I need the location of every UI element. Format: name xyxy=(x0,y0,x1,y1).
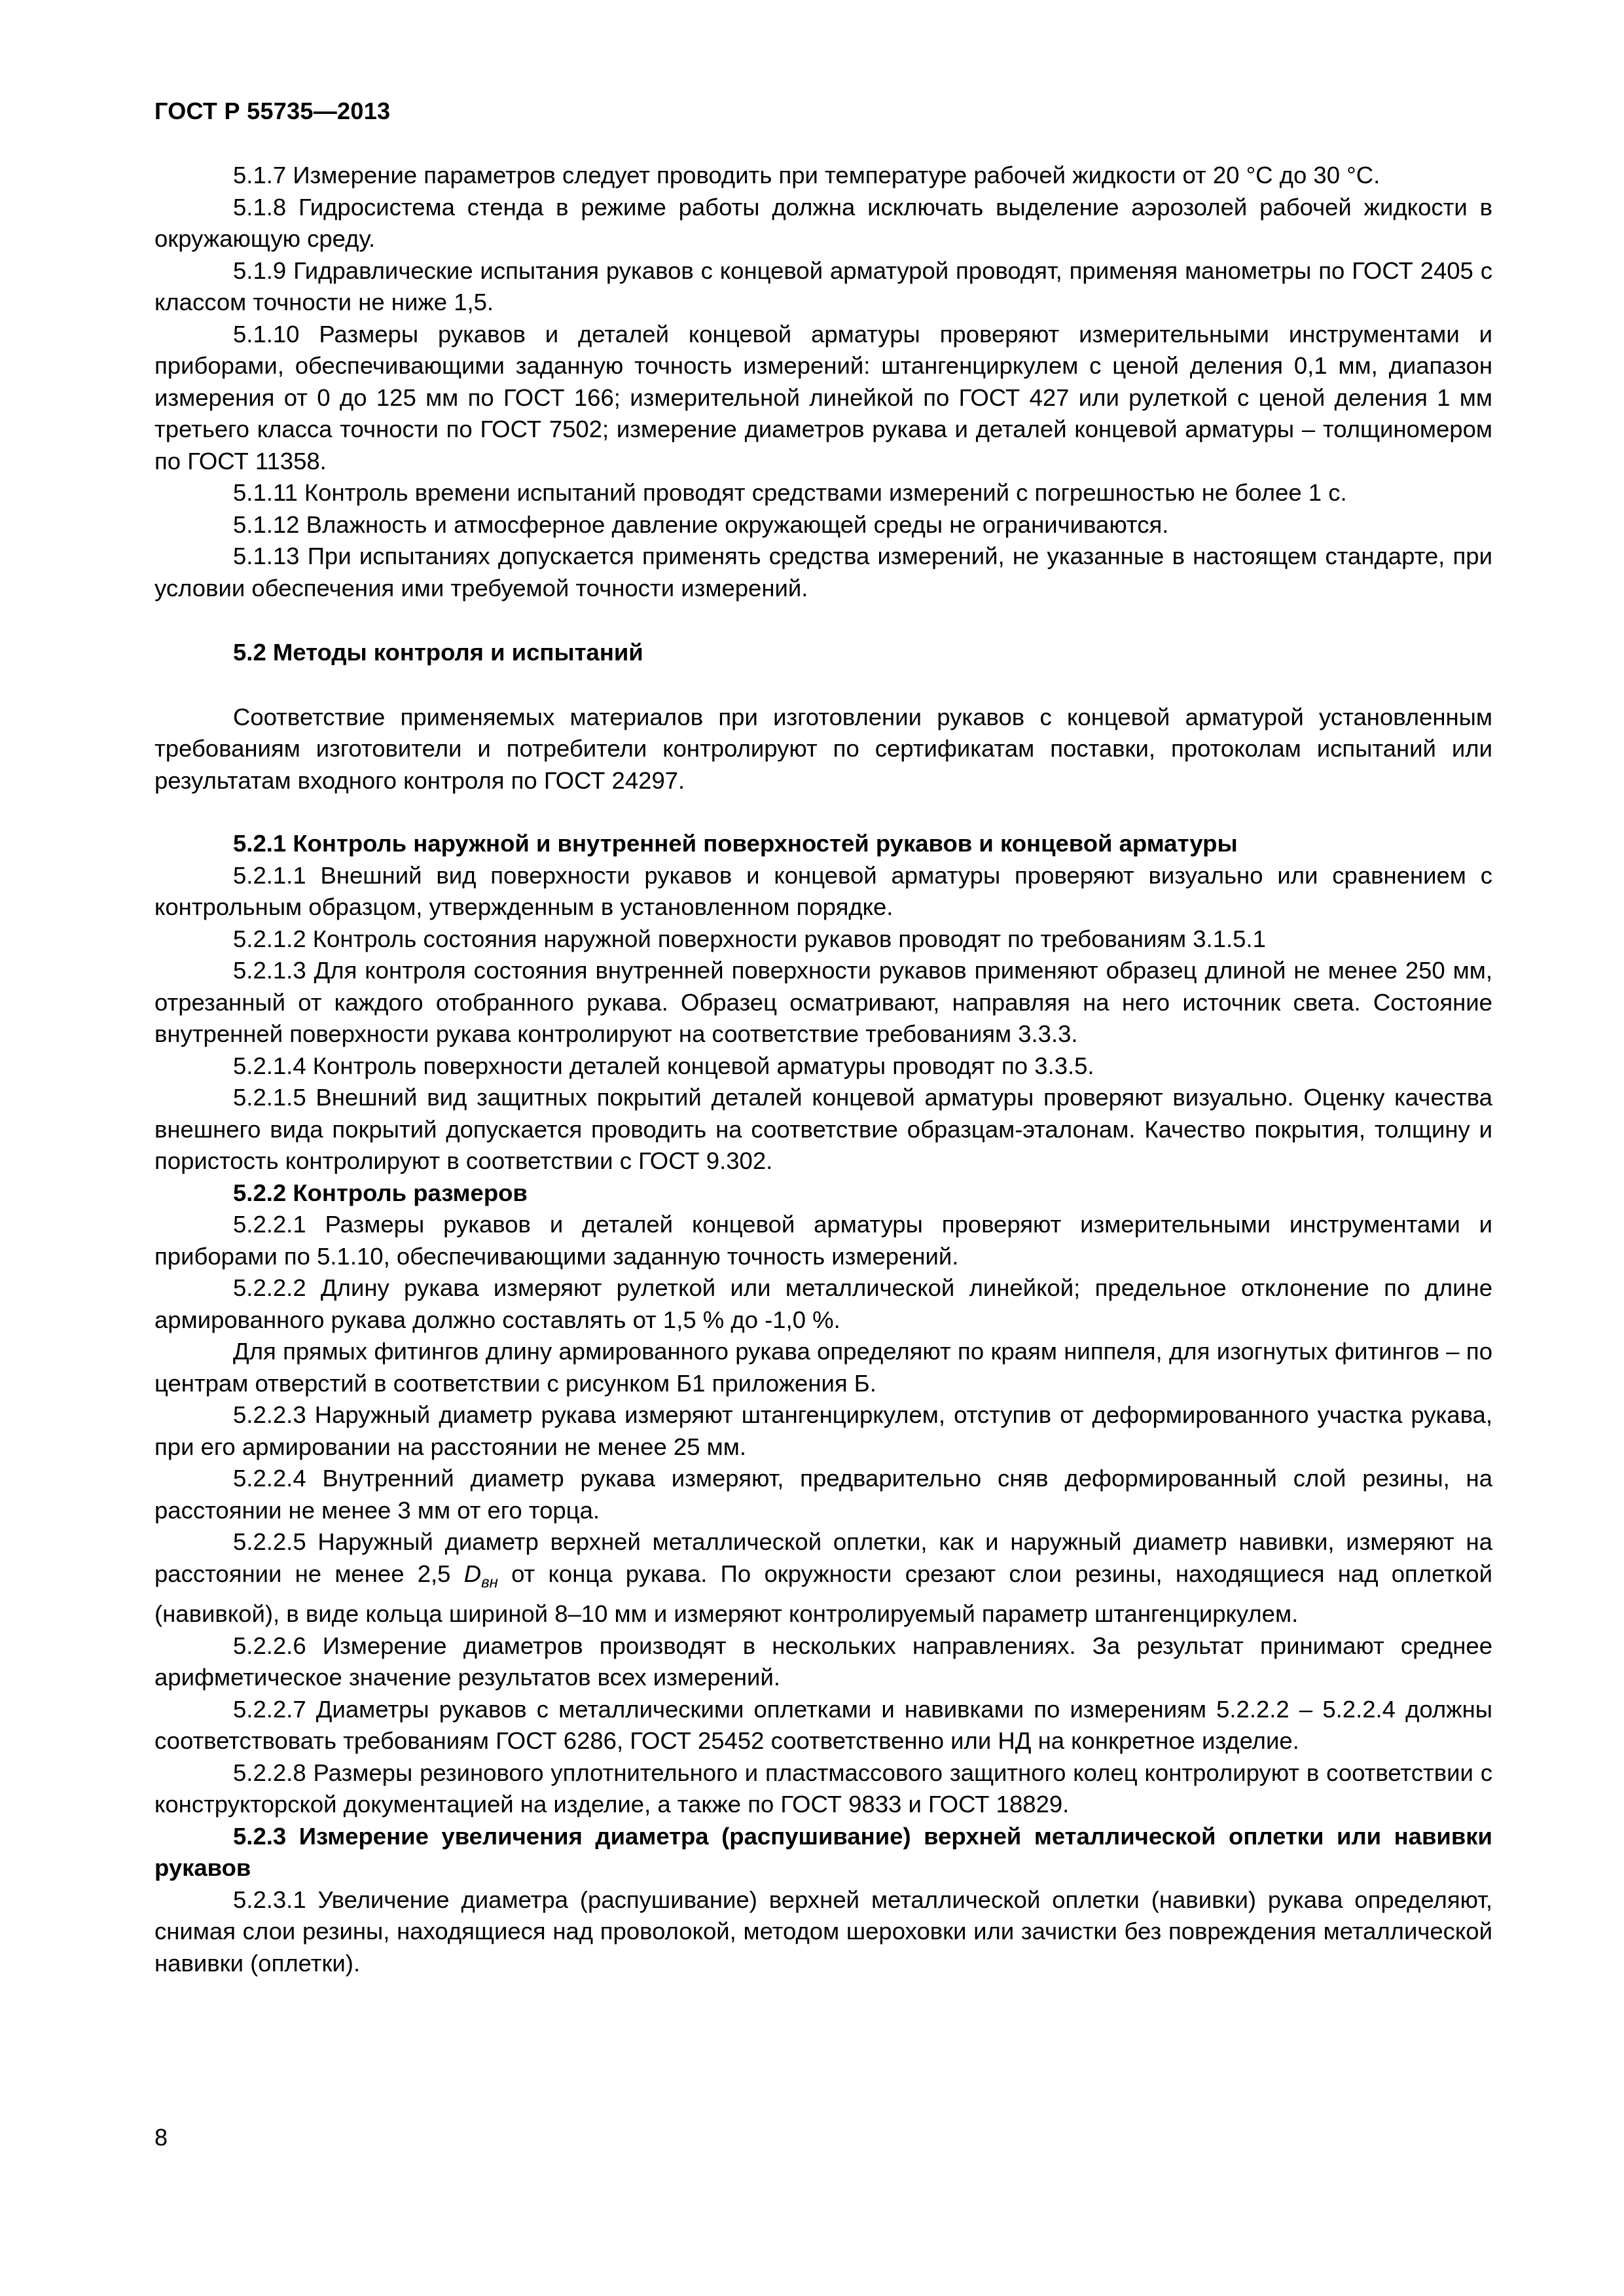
paragraph-5-2-2-5 xyxy=(154,1526,1492,1630)
paragraph-5-2-2-6: 5.2.2.6 Измерение диаметров производят в нескольких направлениях. За результат принимают среднее арифметическое значение результатов всех измерений. xyxy=(154,1632,1492,1691)
paragraph-5-2-2-5-part-a: 5.2.2.5 Наружный диаметр верхней металлической оплетки, как и наружный диаметр навивки, измеряют на расстоянии не менее 2,5 xyxy=(154,1528,1492,1587)
section-heading-5-2: 5.2 Методы контроля и испытаний xyxy=(233,639,643,666)
paragraph-5-2-1-3: 5.2.1.3 Для контроля состояния внутренней поверхности рукавов применяют образец длиной не менее 250 мм, отрезанный от каждого отобранного рукава. Образец осматривают, направляя на него источник света. Состояние внутренней поверхности рукава контролируют на соответствие требованиям 3.3.3. xyxy=(154,957,1492,1047)
paragraph-5-2-1-4: 5.2.1.4 Контроль поверхности деталей концевой арматуры проводят по 3.3.5. xyxy=(233,1052,1094,1079)
document-header: ГОСТ Р 55735—2013 xyxy=(154,98,391,124)
paragraph-5-1-10: 5.1.10 Размеры рукавов и деталей концевой арматуры проверяют измерительными инструментами и приборами, обеспечивающими заданную точность измерений: штангенциркулем с ценой деления 0,1 мм, диапазон измерения от 0 до 125 мм по ГОСТ 166; измерительной линейкой по ГОСТ 427 или рулеткой с ценой деления 1 мм третьего класса точности по ГОСТ 7502; измерение диаметров рукава и деталей концевой арматуры – толщиномером по ГОСТ 11358. xyxy=(154,320,1492,475)
paragraph-5-2-2-1: 5.2.2.1 Размеры рукавов и деталей концевой арматуры проверяют измерительными инструментами и приборами по 5.1.10, обеспечивающими заданную точность измерений. xyxy=(154,1211,1492,1270)
paragraph-5-2-2-8: 5.2.2.8 Размеры резинового уплотнительного и пластмассового защитного колец контролируют в соответствии с конструкторской документацией на изделие, а также по ГОСТ 9833 и ГОСТ 18829. xyxy=(154,1759,1492,1818)
paragraph-5-2-1-5: 5.2.1.5 Внешний вид защитных покрытий деталей концевой арматуры проверяют визуально. Оценку качества внешнего вида покрытий допускается проводить на соответствие образцам-эталонам. Качество покрытия, толщину и пористость контролируют в соответствии с ГОСТ 9.302. xyxy=(154,1084,1492,1174)
subsection-heading-5-2-3: 5.2.3 Измерение увеличения диаметра (распушивание) верхней металлической оплетки или навивки рукавов xyxy=(154,1822,1492,1882)
document-body xyxy=(154,160,1492,1979)
inner-diameter-subscript: вн xyxy=(481,1573,498,1591)
paragraph-5-1-8: 5.1.8 Гидросистема стенда в режиме работы должна исключать выделение аэрозолей рабочей жидкости в окружающую среду. xyxy=(154,193,1492,252)
paragraph-5-2-2-4: 5.2.2.4 Внутренний диаметр рукава измеряют, предварительно сняв деформированный слой резины, на расстоянии не менее 3 мм от его торца. xyxy=(154,1465,1492,1524)
paragraph-5-1-12: 5.1.12 Влажность и атмосферное давление окружающей среды не ограничиваются. xyxy=(233,511,1169,538)
page-number: 8 xyxy=(154,2124,168,2151)
paragraph-5-1-11: 5.1.11 Контроль времени испытаний проводят средствами измерений с погрешностью не более 1 с. xyxy=(233,479,1347,506)
paragraph-5-2-2-2: 5.2.2.2 Длину рукава измеряют рулеткой или металлической линейкой; предельное отклонение по длине армированного рукава должно составлять от 1,5 % до -1,0 %. xyxy=(154,1274,1492,1333)
inner-diameter-letter: D xyxy=(463,1560,482,1587)
subsection-heading-5-2-2: 5.2.2 Контроль размеров xyxy=(233,1179,528,1206)
paragraph-5-2-3-1: 5.2.3.1 Увеличение диаметра (распушивание) верхней металлической оплетки (навивки) рукава определяют, снимая слои резины, находящиеся над проволокой, методом шероховки или зачистки без повреждения металлической навивки (оплетки). xyxy=(154,1886,1492,1977)
paragraph-5-1-7: 5.1.7 Измерение параметров следует проводить при температуре рабочей жидкости от 20 °С до 30 °С. xyxy=(233,162,1380,188)
paragraph-5-1-9: 5.1.9 Гидравлические испытания рукавов с концевой арматурой проводят, применяя манометры по ГОСТ 2405 с классом точности не ниже 1,5. xyxy=(154,257,1492,315)
subsection-heading-5-2-1: 5.2.1 Контроль наружной и внутренней поверхностей рукавов и концевой арматуры xyxy=(233,830,1238,857)
paragraph-5-2-intro: Соответствие применяемых материалов при изготовлении рукавов с концевой арматурой установленным требованиям изготовители и потребители контролируют по сертификатам поставки, протоколам испытаний или результатам входного контроля по ГОСТ 24297. xyxy=(154,703,1492,794)
paragraph-5-2-2-2-continued: Для прямых фитингов длину армированного рукава определяют по краям ниппеля, для изогнутых фитингов – по центрам отверстий в соответствии с рисунком Б1 приложения Б. xyxy=(154,1338,1492,1397)
inner-diameter-symbol xyxy=(463,1560,498,1591)
paragraph-5-2-2-7: 5.2.2.7 Диаметры рукавов с металлическими оплетками и навивками по измерениям 5.2.2.2 – 5.2.2.4 должны соответствовать требованиям ГОСТ 6286, ГОСТ 25452 соответственно или НД на конкретное изделие. xyxy=(154,1695,1492,1755)
paragraph-5-2-1-2: 5.2.1.2 Контроль состояния наружной поверхности рукавов проводят по требованиям 3.1.5.1 xyxy=(233,925,1266,952)
paragraph-5-2-2-3: 5.2.2.3 Наружный диаметр рукава измеряют штангенциркулем, отступив от деформированного участка рукава, при его армировании на расстоянии не менее 25 мм. xyxy=(154,1401,1492,1460)
paragraph-5-2-2-5-part-b: от конца рукава. По окружности срезают слои резины, находящиеся над оплеткой (навивкой), в виде кольца шириной 8–10 мм и измеряют контролируемый параметр штангенциркулем. xyxy=(154,1560,1492,1628)
paragraph-5-2-1-1: 5.2.1.1 Внешний вид поверхности рукавов и концевой арматуры проверяют визуально или сравнением с контрольным образцом, утвержденным в установленном порядке. xyxy=(154,861,1492,920)
paragraph-5-1-13: 5.1.13 При испытаниях допускается применять средства измерений, не указанные в настоящем стандарте, при условии обеспечения ими требуемой точности измерений. xyxy=(154,543,1492,601)
